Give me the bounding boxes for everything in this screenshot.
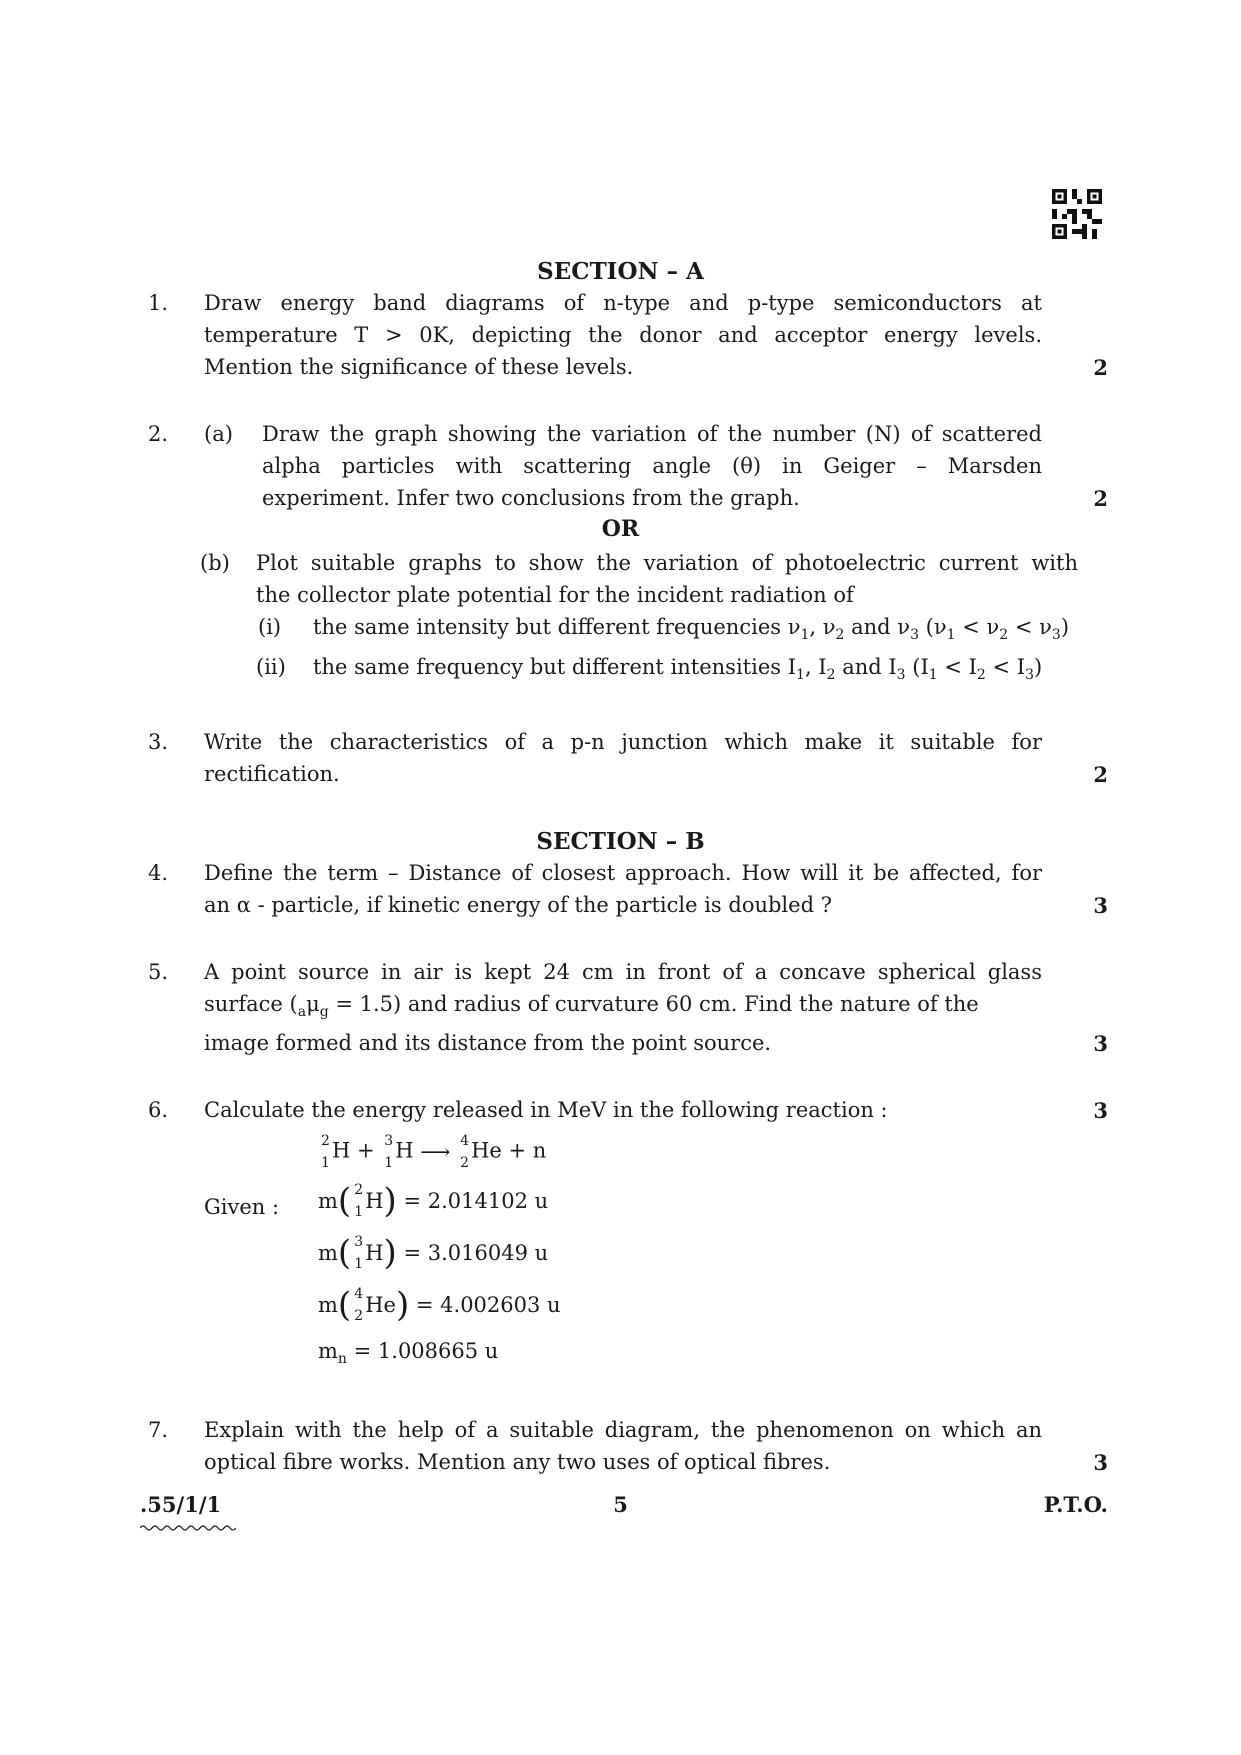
question-4-line-1: Define the term – Distance of closest approach. How will it be affected, for — [204, 861, 1042, 885]
question-4-line-2: an α - particle, if kinetic energy of the particle is doubled ? — [204, 893, 832, 917]
question-3-line-2: rectification. — [204, 762, 340, 786]
question-2b-ii-text: the same frequency but different intensities $I_1$, $I_2$ and $I_3$ $(I_1 < I_2 < I_3)$ — [313, 655, 1043, 684]
question-4-marks: 3 — [1093, 893, 1108, 918]
question-6-text: Calculate the energy released in MeV in the following reaction : — [204, 1098, 888, 1122]
question-1-line-2: temperature T > 0K, depicting the donor and acceptor energy levels. — [204, 323, 1042, 347]
question-5-line-3: image formed and its distance from the point source. — [204, 1031, 772, 1055]
section-b-heading: SECTION – B — [536, 828, 705, 855]
question-2a-label: (a) — [204, 422, 233, 446]
or-separator: OR — [601, 516, 640, 542]
paper-code: .55/1/1 — [140, 1492, 222, 1517]
question-3-line-1: Write the characteristics of a p-n junction which make it suitable for — [204, 730, 1042, 754]
qr-code-icon — [1052, 188, 1102, 240]
question-2a-line-2: alpha particles with scattering angle (θ) in Geiger – Marsden — [262, 454, 1042, 478]
mass-he4: m( 4 2 He) = 4.002603 u — [318, 1285, 561, 1325]
question-1-marks: 2 — [1093, 355, 1108, 380]
question-5-line-2: surface $(_a\mu_g = 1.5)$ and radius of curvature 60 cm. Find the nature of the — [204, 992, 979, 1021]
question-5-number: 5. — [148, 960, 169, 984]
question-1-line-3: Mention the significance of these levels. — [204, 355, 634, 379]
question-7-marks: 3 — [1093, 1450, 1108, 1475]
question-2b-label: (b) — [200, 551, 230, 575]
question-7-number: 7. — [148, 1418, 169, 1442]
page-number: 5 — [613, 1492, 628, 1517]
section-a-heading: SECTION – A — [537, 258, 704, 285]
mass-neutron: $m_n = 1.008665$ u — [318, 1339, 499, 1368]
question-1-number: 1. — [148, 291, 169, 315]
question-2-marks: 2 — [1093, 486, 1108, 511]
question-7-line-2: optical fibre works. Mention any two uses of optical fibres. — [204, 1450, 831, 1474]
question-2b-i-text: the same intensity but different frequencies $\nu_1$, $\nu_2$ and $\nu_3$ $(\nu_1 < \nu_2 < \nu_3)$ — [313, 615, 1070, 644]
wavy-underline-icon — [140, 1524, 236, 1532]
question-2a-line-1: Draw the graph showing the variation of the number (N) of scattered — [262, 422, 1042, 446]
question-5-line-1: A point source in air is kept 24 cm in front of a concave spherical glass — [204, 960, 1042, 984]
question-7-line-1: Explain with the help of a suitable diagram, the phenomenon on which an — [204, 1418, 1042, 1442]
question-2b-line-1: Plot suitable graphs to show the variation of photoelectric current with — [256, 551, 1078, 575]
question-4-number: 4. — [148, 861, 169, 885]
pto-label: P.T.O. — [1043, 1492, 1108, 1517]
nuclear-reaction-equation: 2 1 H + 3 1 H ⟶ 4 2 He + n — [321, 1133, 547, 1171]
question-2-number: 2. — [148, 422, 169, 446]
question-3-number: 3. — [148, 730, 169, 754]
question-6-number: 6. — [148, 1098, 169, 1122]
question-2b-i-label: (i) — [258, 615, 282, 639]
mass-h2: m( 2 1 H) = 2.014102 u — [318, 1181, 549, 1221]
question-2a-line-3: experiment. Infer two conclusions from the graph. — [262, 486, 800, 510]
question-1-line-1: Draw energy band diagrams of n-type and p-type semiconductors at — [204, 291, 1042, 315]
given-label: Given : — [204, 1195, 280, 1219]
question-5-marks: 3 — [1093, 1031, 1108, 1056]
question-2b-ii-label: (ii) — [256, 655, 286, 679]
question-2b-line-2: the collector plate potential for the incident radiation of — [256, 583, 854, 607]
question-6-marks: 3 — [1093, 1098, 1108, 1123]
mass-h3: m( 3 1 H) = 3.016049 u — [318, 1233, 549, 1273]
question-3-marks: 2 — [1093, 762, 1108, 787]
